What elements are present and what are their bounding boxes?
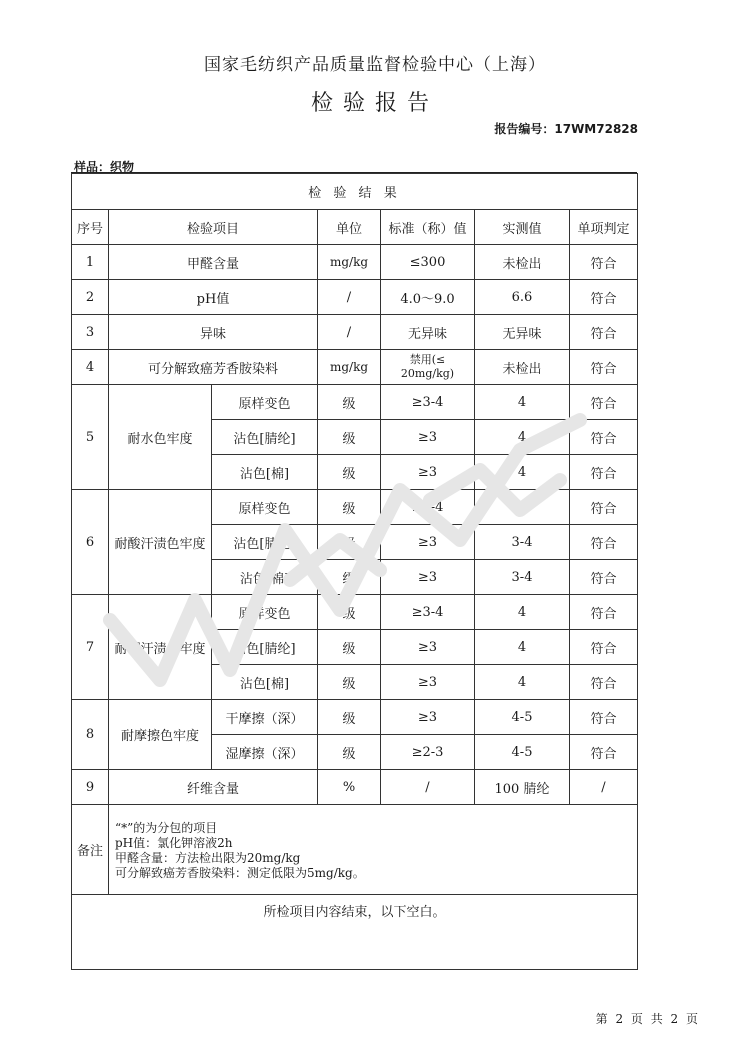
row-measured: 4	[475, 665, 570, 700]
row-measured: 未检出	[475, 350, 570, 385]
table-row	[72, 385, 638, 420]
row-standard	[381, 350, 475, 385]
row-unit: 级	[318, 630, 381, 665]
row-judgement: 符合	[570, 245, 638, 280]
row-seq: 5	[72, 385, 109, 490]
row-unit: 级	[318, 420, 381, 455]
table-row	[72, 280, 638, 315]
row-seq: 2	[72, 280, 109, 315]
row-standard: ≥3	[381, 665, 475, 700]
note-line: “*”的为分包的项目	[115, 820, 218, 835]
row-standard: /	[381, 770, 475, 805]
row-judgement: 符合	[570, 455, 638, 490]
table-row	[72, 350, 638, 385]
header-row	[72, 210, 638, 245]
row-judgement: /	[570, 770, 638, 805]
row-item: 耐酸汗渍色牢度	[109, 490, 212, 595]
row-judgement: 符合	[570, 525, 638, 560]
row-seq: 3	[72, 315, 109, 350]
row-standard-line1: 禁用(≤	[409, 353, 446, 366]
header-item: 检验项目	[109, 210, 318, 245]
row-seq: 9	[72, 770, 109, 805]
row-seq: 1	[72, 245, 109, 280]
row-seq: 7	[72, 595, 109, 700]
row-judgement: 符合	[570, 630, 638, 665]
note-line: 甲醛含量：方法检出限为20mg/kg	[115, 850, 301, 865]
row-measured: 无异味	[475, 315, 570, 350]
notes-content	[109, 805, 638, 895]
row-subitem: 原样变色	[212, 595, 318, 630]
row-measured: 4	[475, 595, 570, 630]
row-measured: 未检出	[475, 245, 570, 280]
organization-name: 国家毛纺织产品质量监督检验中心（上海）	[204, 55, 546, 75]
row-unit: mg/kg	[318, 350, 381, 385]
row-unit: 级	[318, 735, 381, 770]
row-measured: 3-4	[475, 525, 570, 560]
row-item: 甲醛含量	[109, 245, 318, 280]
row-judgement: 符合	[570, 280, 638, 315]
row-item: 异味	[109, 315, 318, 350]
row-item: 耐碱汗渍色牢度	[109, 595, 212, 700]
row-item: 纤维含量	[109, 770, 318, 805]
table-row	[72, 770, 638, 805]
row-seq: 4	[72, 350, 109, 385]
report-number-label: 报告编号：	[494, 122, 555, 136]
notes-label: 备注	[72, 805, 109, 895]
row-item: 可分解致癌芳香胺染料	[109, 350, 318, 385]
row-unit: 级	[318, 560, 381, 595]
row-measured: 4-5	[475, 700, 570, 735]
table-row	[72, 595, 638, 630]
row-standard: 4.0～9.0	[381, 280, 475, 315]
row-item: 耐摩擦色牢度	[109, 700, 212, 770]
row-unit: /	[318, 315, 381, 350]
row-standard: ≥3	[381, 560, 475, 595]
row-measured: 4	[475, 490, 570, 525]
row-measured: 4-5	[475, 735, 570, 770]
row-unit: %	[318, 770, 381, 805]
row-subitem: 沾色[腈纶]	[212, 420, 318, 455]
row-seq: 8	[72, 700, 109, 770]
end-row	[72, 895, 638, 970]
row-measured: 4	[475, 385, 570, 420]
row-item: pH值	[109, 280, 318, 315]
row-measured: 6.6	[475, 280, 570, 315]
row-measured: 4	[475, 630, 570, 665]
row-judgement: 符合	[570, 490, 638, 525]
row-subitem: 湿摩擦（深）	[212, 735, 318, 770]
table-row	[72, 700, 638, 735]
header-unit: 单位	[318, 210, 381, 245]
row-standard-line2: 20mg/kg)	[400, 367, 455, 380]
report-number-value: 17WM72828	[554, 122, 638, 136]
row-unit: 级	[318, 455, 381, 490]
row-judgement: 符合	[570, 560, 638, 595]
row-standard: ≥3	[381, 700, 475, 735]
row-unit: 级	[318, 595, 381, 630]
row-subitem: 干摩擦（深）	[212, 700, 318, 735]
row-measured: 4	[475, 420, 570, 455]
row-unit: /	[318, 280, 381, 315]
sample-value: 织物	[110, 160, 135, 174]
row-measured: 3-4	[475, 560, 570, 595]
row-judgement: 符合	[570, 700, 638, 735]
row-judgement: 符合	[570, 315, 638, 350]
row-judgement: 符合	[570, 420, 638, 455]
row-standard: ≥3	[381, 420, 475, 455]
row-seq: 6	[72, 490, 109, 595]
report-number	[494, 120, 638, 137]
row-unit: 级	[318, 700, 381, 735]
row-item: 耐水色牢度	[109, 385, 212, 490]
table-row	[72, 315, 638, 350]
row-unit: mg/kg	[318, 245, 381, 280]
row-standard: ≥3	[381, 630, 475, 665]
end-text: 所检项目内容结束，以下空白。	[72, 895, 638, 970]
header-measured: 实测值	[475, 210, 570, 245]
row-standard: ≥3-4	[381, 385, 475, 420]
header-judgement: 单项判定	[570, 210, 638, 245]
note-line: pH值：氯化钾溶液2h	[115, 835, 233, 850]
header-seq: 序号	[72, 210, 109, 245]
sample-label: 样品：	[74, 160, 111, 174]
section-title: 检 验 结 果	[72, 174, 638, 210]
header-standard: 标准（称）值	[381, 210, 475, 245]
row-subitem: 沾色[腈纶]	[212, 525, 318, 560]
row-subitem: 原样变色	[212, 490, 318, 525]
table-row	[72, 245, 638, 280]
row-judgement: 符合	[570, 595, 638, 630]
row-judgement: 符合	[570, 385, 638, 420]
row-judgement: 符合	[570, 350, 638, 385]
row-standard: ≥3	[381, 455, 475, 490]
row-standard: ≥3-4	[381, 490, 475, 525]
row-judgement: 符合	[570, 735, 638, 770]
row-subitem: 沾色[腈纶]	[212, 630, 318, 665]
row-unit: 级	[318, 490, 381, 525]
results-table	[71, 173, 638, 970]
row-standard: ≥3-4	[381, 595, 475, 630]
row-subitem: 沾色[棉]	[212, 560, 318, 595]
report-title: 检验报告	[310, 91, 439, 116]
row-standard: 无异味	[381, 315, 475, 350]
row-unit: 级	[318, 665, 381, 700]
row-unit: 级	[318, 525, 381, 560]
page-number: 第 2 页 共 2 页	[595, 1012, 700, 1026]
row-judgement: 符合	[570, 665, 638, 700]
row-subitem: 原样变色	[212, 385, 318, 420]
notes-row	[72, 805, 638, 895]
row-standard: ≤300	[381, 245, 475, 280]
table-row	[72, 490, 638, 525]
row-subitem: 沾色[棉]	[212, 455, 318, 490]
note-line: 可分解致癌芳香胺染料：测定低限为5mg/kg。	[115, 865, 365, 880]
row-subitem: 沾色[棉]	[212, 665, 318, 700]
row-standard: ≥3	[381, 525, 475, 560]
row-measured: 4	[475, 455, 570, 490]
row-standard: ≥2-3	[381, 735, 475, 770]
row-unit: 级	[318, 385, 381, 420]
row-measured: 100 腈纶	[475, 770, 570, 805]
section-title-row	[72, 174, 638, 210]
